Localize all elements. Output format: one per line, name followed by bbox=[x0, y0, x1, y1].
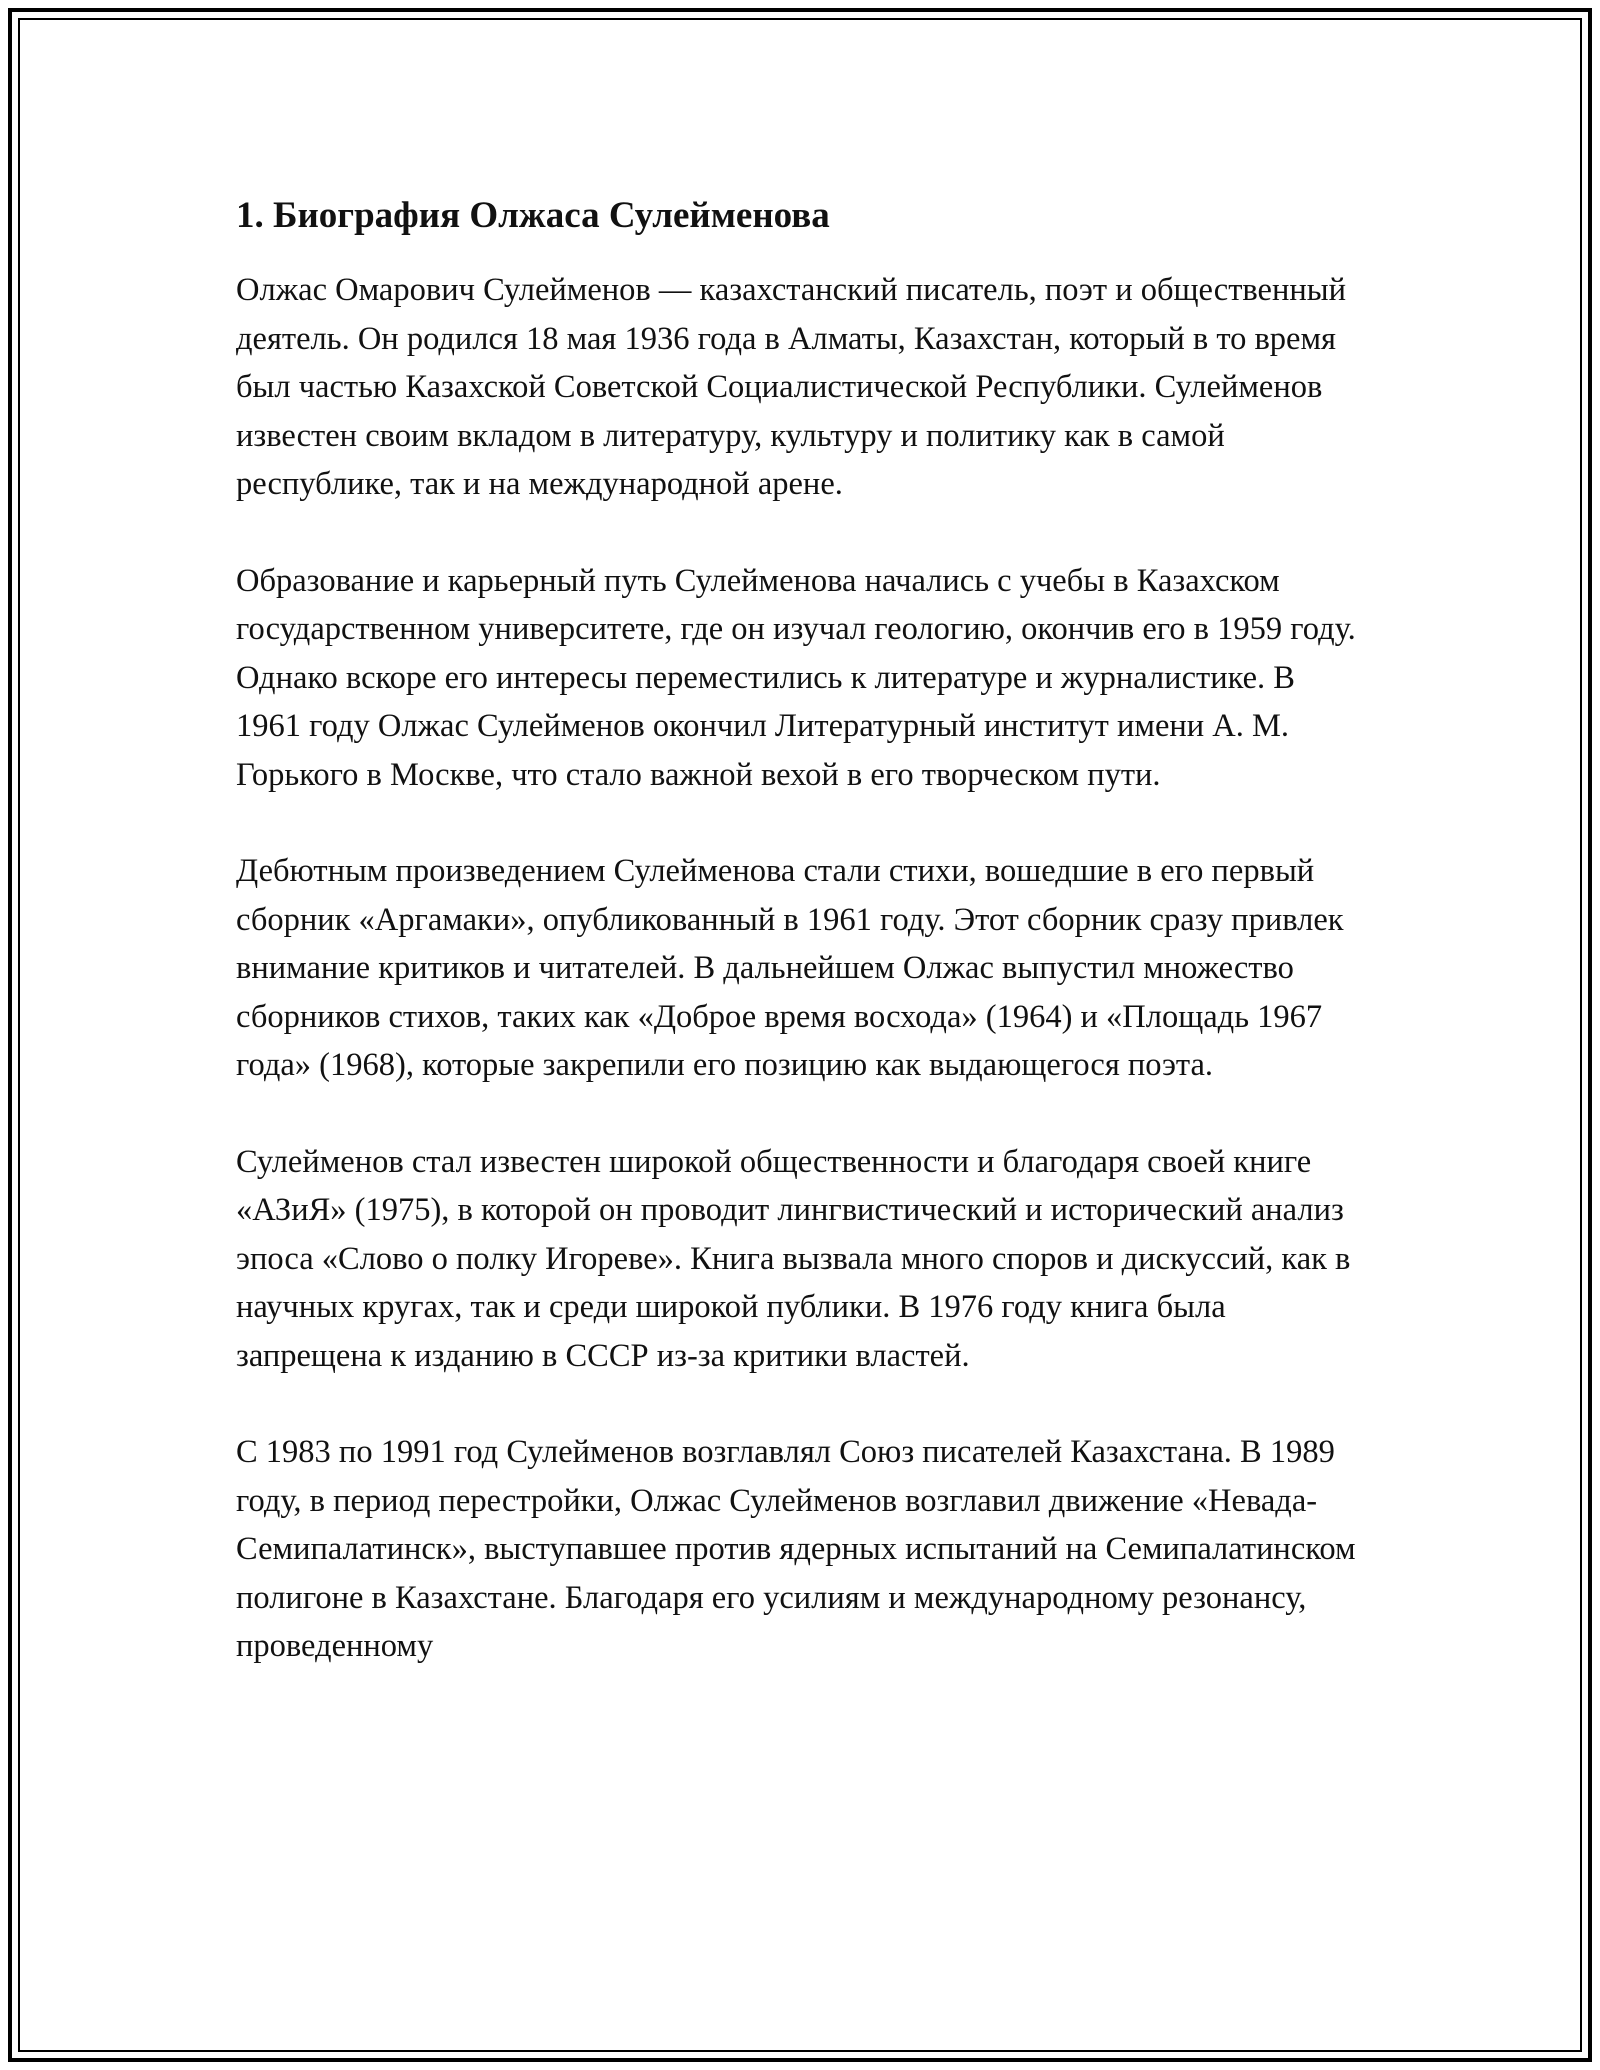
paragraph-education: Образование и карьерный путь Сулейменова начались с учебы в Казахском государственном университете, где он изучал геологию, окончив его в 1959 году. Однако вскоре его интересы переместились к литературе и журналистике. В 1961 году Олжас Сулейменов окончил Литературный институт имени А. М. Горького в Москве, что стало важной вехой в его творческом пути. bbox=[236, 562, 1356, 793]
paragraph-debut-works: Дебютным произведением Сулейменова стали стихи, вошедшие в его первый сборник «Аргамаки», опубликованный в 1961 году. Этот сборник сразу привлек внимание критиков и читателей. В дальнейшем Олжас выпустил множество сборников стихов, таких как «Доброе время восхода» (1964) и «Площадь 1967 года» (1968), которые закрепили его позицию как выдающегося поэта. bbox=[236, 853, 1344, 1083]
section-heading: 1. Биография Олжаса Сулейменова bbox=[236, 195, 830, 236]
document-content bbox=[236, 186, 1366, 1671]
paragraph-introduction: Олжас Омарович Сулейменов — казахстанский писатель, поэт и общественный деятель. Он родился 18 мая 1936 года в Алматы, Казахстан, который в то время был частью Казахской Советской Социалистической Республики. Сулейменов известен своим вкладом в литературу, культуру и политику как в самой республике, так и на международной арене. bbox=[236, 272, 1346, 502]
paragraph-public-activity: С 1983 по 1991 год Сулейменов возглавлял Союз писателей Казахстана. В 1989 году, в период перестройки, Олжас Сулейменов возглавил движение «Невада-Семипалатинск», выступавшее против ядерных испытаний на Семипалатинском полигоне в Казахстане. Благодаря его усилиям и международному резонансу, проведенному bbox=[236, 1434, 1356, 1664]
paragraph-azia-book: Сулейменов стал известен широкой общественности и благодаря своей книге «АЗиЯ» (1975), в которой он проводит лингвистический и исторический анализ эпоса «Слово о полку Игореве». Книга вызвала много споров и дискуссий, как в научных кругах, так и среди широкой публики. В 1976 году книга была запрещена к изданию в СССР из-за критики властей. bbox=[236, 1143, 1351, 1374]
